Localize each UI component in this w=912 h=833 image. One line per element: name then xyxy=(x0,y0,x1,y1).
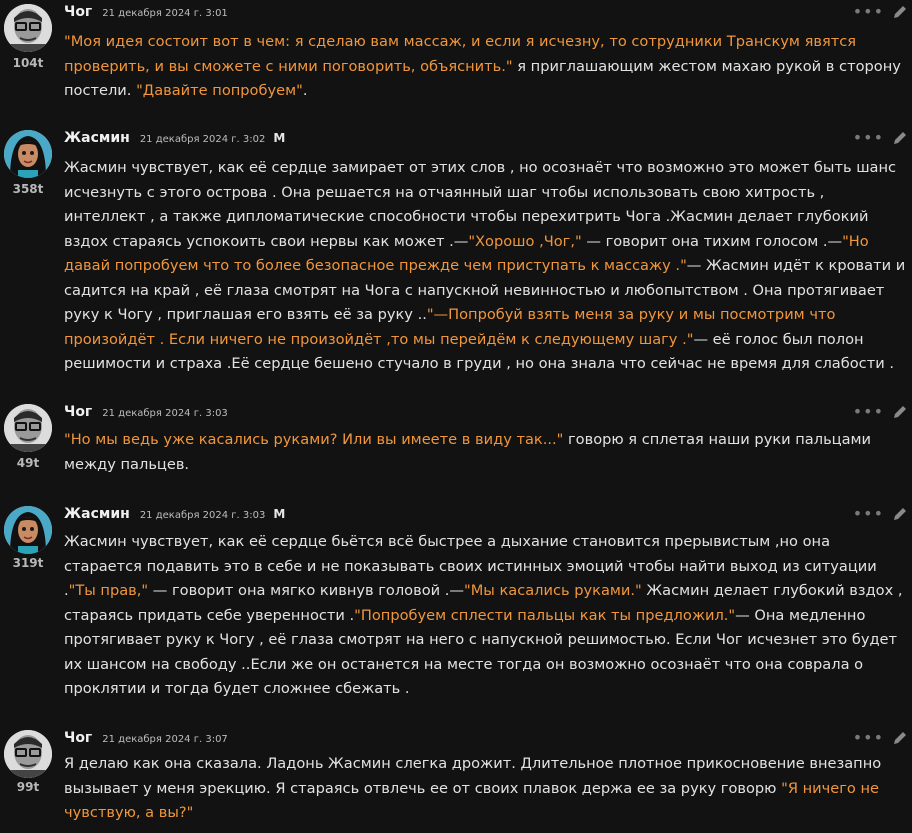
author-name[interactable]: Жасмин xyxy=(64,506,130,522)
more-options-icon[interactable]: ••• xyxy=(852,504,884,523)
edit-icon[interactable] xyxy=(892,130,908,146)
token-count: 99t xyxy=(16,780,40,794)
message-actions xyxy=(853,130,908,146)
avatar-jasmine[interactable] xyxy=(4,506,52,554)
quoted-speech: "Ты прав," xyxy=(68,582,149,599)
message-text xyxy=(64,752,906,826)
model-badge-icon: M xyxy=(273,507,286,521)
message-actions xyxy=(853,404,908,420)
message-text xyxy=(64,428,906,477)
more-options-icon[interactable]: ••• xyxy=(852,402,884,421)
quoted-speech: "Но мы ведь уже касались руками? Или вы имеете в виду так..." xyxy=(64,431,564,448)
edit-icon[interactable] xyxy=(892,730,908,746)
narration-text: — Жасмин идёт к кровати и садится на край , её глаза смотрят на Чога с напускной невинностью и любопытством . Она протягивает руку к Чогу , приглашая его взять её за руку .. xyxy=(64,257,906,323)
message-actions xyxy=(853,730,908,746)
author-name[interactable]: Чог xyxy=(64,4,93,20)
message-header xyxy=(64,130,285,150)
more-options-icon[interactable]: ••• xyxy=(852,728,884,747)
narration-text: — говорит она тихим голосом .— xyxy=(581,232,843,250)
quoted-speech: "Мы касались руками." xyxy=(463,582,642,599)
timestamp: 21 декабря 2024 г. 3:03 xyxy=(102,408,228,419)
timestamp: 21 декабря 2024 г. 3:07 xyxy=(102,734,228,745)
narration-text: я приглашающим жестом махаю рукой в сторону постели. xyxy=(64,57,901,99)
edit-icon[interactable] xyxy=(892,404,908,420)
message-actions xyxy=(853,506,908,522)
token-count: 319t xyxy=(12,556,44,570)
narration-text: Жасмин чувствует, как её сердце бьётся всё быстрее а дыхание становится прерывистым ,но она старается подавить это в себе и не показывать своих истинных эмоций чтобы найти выход из ситуации . xyxy=(64,533,877,599)
author-name[interactable]: Чог xyxy=(64,404,93,420)
quoted-speech: "Я ничего не чувствую, а вы?" xyxy=(64,779,879,821)
author-name[interactable]: Чог xyxy=(64,730,93,746)
message-text xyxy=(64,156,906,377)
avatar-chog[interactable] xyxy=(4,730,52,778)
token-count: 104t xyxy=(12,56,44,70)
message-header xyxy=(64,404,228,424)
model-badge-icon: M xyxy=(273,131,286,145)
more-options-icon[interactable]: ••• xyxy=(852,128,884,147)
message-text xyxy=(64,530,906,702)
narration-text: — Она медленно протягивает руку к Чогу , её глаза смотрят на него с напускной решимостью. Если Чог исчезнет это будет их шансом на свободу ..Если же он останется на месте тогда он возможно осознаёт что она соврала о проклятии и тогда будет сложнее сбежать . xyxy=(64,606,898,697)
narration-text: Я делаю как она сказала. Ладонь Жасмин слегка дрожит. Длительное плотное прикосновение внезапно вызывает у меня эрекцию. Я стараясь отвлечь ее от своих плавок держа ее за руку говорю xyxy=(64,755,882,797)
message-text xyxy=(64,30,906,104)
quoted-speech: "Моя идея состоит вот в чем: я сделаю вам массаж, и если я исчезну, то сотрудники Транскум явятся проверить, и вы сможете с ними поговорить, объяснить." xyxy=(64,33,857,75)
author-name[interactable]: Жасмин xyxy=(64,130,130,146)
timestamp: 21 декабря 2024 г. 3:01 xyxy=(102,8,228,19)
token-count: 358t xyxy=(12,182,44,196)
timestamp: 21 декабря 2024 г. 3:03 xyxy=(139,510,266,521)
message-header xyxy=(64,506,285,526)
token-count: 49t xyxy=(16,456,40,470)
more-options-icon[interactable]: ••• xyxy=(852,2,884,21)
narration-text: Жасмин делает глубокий вздох , стараясь придать себе уверенности . xyxy=(64,582,903,624)
quoted-speech: "Но давай попробуем что то более безопасное прежде чем приступать к массажу ." xyxy=(64,232,869,274)
narration-text: — говорит она мягко кивнув головой .— xyxy=(148,582,464,599)
quoted-speech: "Попробуем сплести пальцы как ты предложил." xyxy=(354,606,736,624)
narration-text: Жасмин чувствует, как её сердце замирает от этих слов , но осознаёт что возможно это может быть шанс исчезнуть с этого острова . Она решается на отчаянный шаг чтобы использовать свою хитрость , интеллект , а также дипломатические способности чтобы перехитрить Чога .Жасмин делает глубокий вздох стараясь успокоить свои нервы как может .— xyxy=(64,159,897,250)
quoted-speech: "Хорошо ,Чог," xyxy=(468,232,582,250)
message-header xyxy=(64,4,228,24)
quoted-speech: "—Попробуй взять меня за руку и мы посмотрим что произойдёт . Если ничего не произойдёт ,то мы перейдём к следующему шагу ." xyxy=(64,306,836,348)
quoted-speech: "Давайте попробуем" xyxy=(136,82,303,99)
narration-text: говорю я сплетая наши руки пальцами между пальцев. xyxy=(64,431,872,473)
message-actions xyxy=(853,4,908,20)
narration-text: — её голос был полон решимости и страха .Её сердце бешено стучало в груди , но она знала что сейчас не время для слабости . xyxy=(64,330,894,372)
avatar-chog[interactable] xyxy=(4,4,52,52)
message-header xyxy=(64,730,228,750)
avatar-chog[interactable] xyxy=(4,404,52,452)
avatar-jasmine[interactable] xyxy=(4,130,52,178)
timestamp: 21 декабря 2024 г. 3:02 xyxy=(139,134,266,145)
edit-icon[interactable] xyxy=(892,506,908,522)
edit-icon[interactable] xyxy=(892,4,908,20)
narration-text: . xyxy=(302,82,308,99)
